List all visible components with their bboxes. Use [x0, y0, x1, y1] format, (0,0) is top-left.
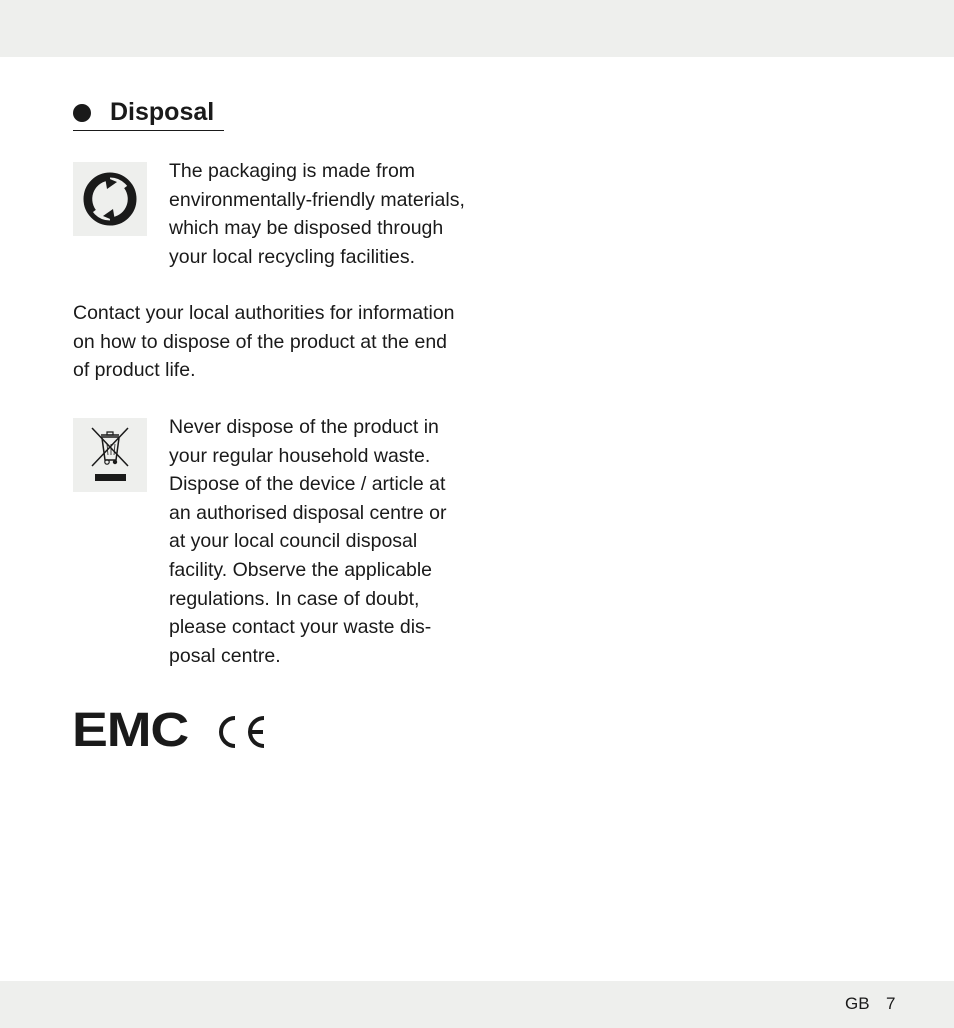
text-line: facility. Observe the applicable: [169, 558, 433, 581]
text-line: at your local council disposal: [169, 530, 418, 553]
text-line: posal centre.: [169, 644, 281, 667]
weee-text: [169, 413, 447, 670]
bottom-band: [0, 981, 954, 1028]
bullet-icon: [73, 104, 91, 122]
text-line: The packaging is made from: [169, 160, 416, 182]
section-heading: [73, 96, 224, 131]
text-line: please contact your waste dis-: [169, 616, 432, 639]
packaging-text: [169, 157, 465, 271]
text-line: Contact your local authorities for information: [73, 302, 455, 324]
text-line: of product life.: [73, 359, 196, 382]
text-line: on how to dispose of the product at the end: [73, 330, 448, 353]
text-line: which may be disposed through: [169, 217, 444, 240]
text-line: an authorised disposal centre or: [169, 501, 447, 524]
footer-language: GB: [845, 994, 870, 1013]
text-line: your local recycling facilities.: [169, 245, 416, 268]
green-dot-recycling-icon: [73, 162, 147, 236]
text-line: environmentally-friendly materials,: [169, 188, 465, 211]
text-line: your regular household waste.: [169, 444, 431, 467]
text-line: Dispose of the device / article at: [169, 473, 446, 496]
page-number: 7: [886, 994, 896, 1013]
text-line: regulations. In case of doubt,: [169, 587, 420, 610]
text-line: Never dispose of the product in: [169, 416, 439, 438]
emc-mark: EMC: [72, 704, 189, 757]
crossed-out-wheelie-bin-icon: [73, 418, 147, 492]
top-band: [0, 0, 954, 57]
heading-text: Disposal: [110, 98, 215, 126]
authorities-text: [73, 299, 455, 385]
ce-mark-icon: [215, 714, 269, 755]
